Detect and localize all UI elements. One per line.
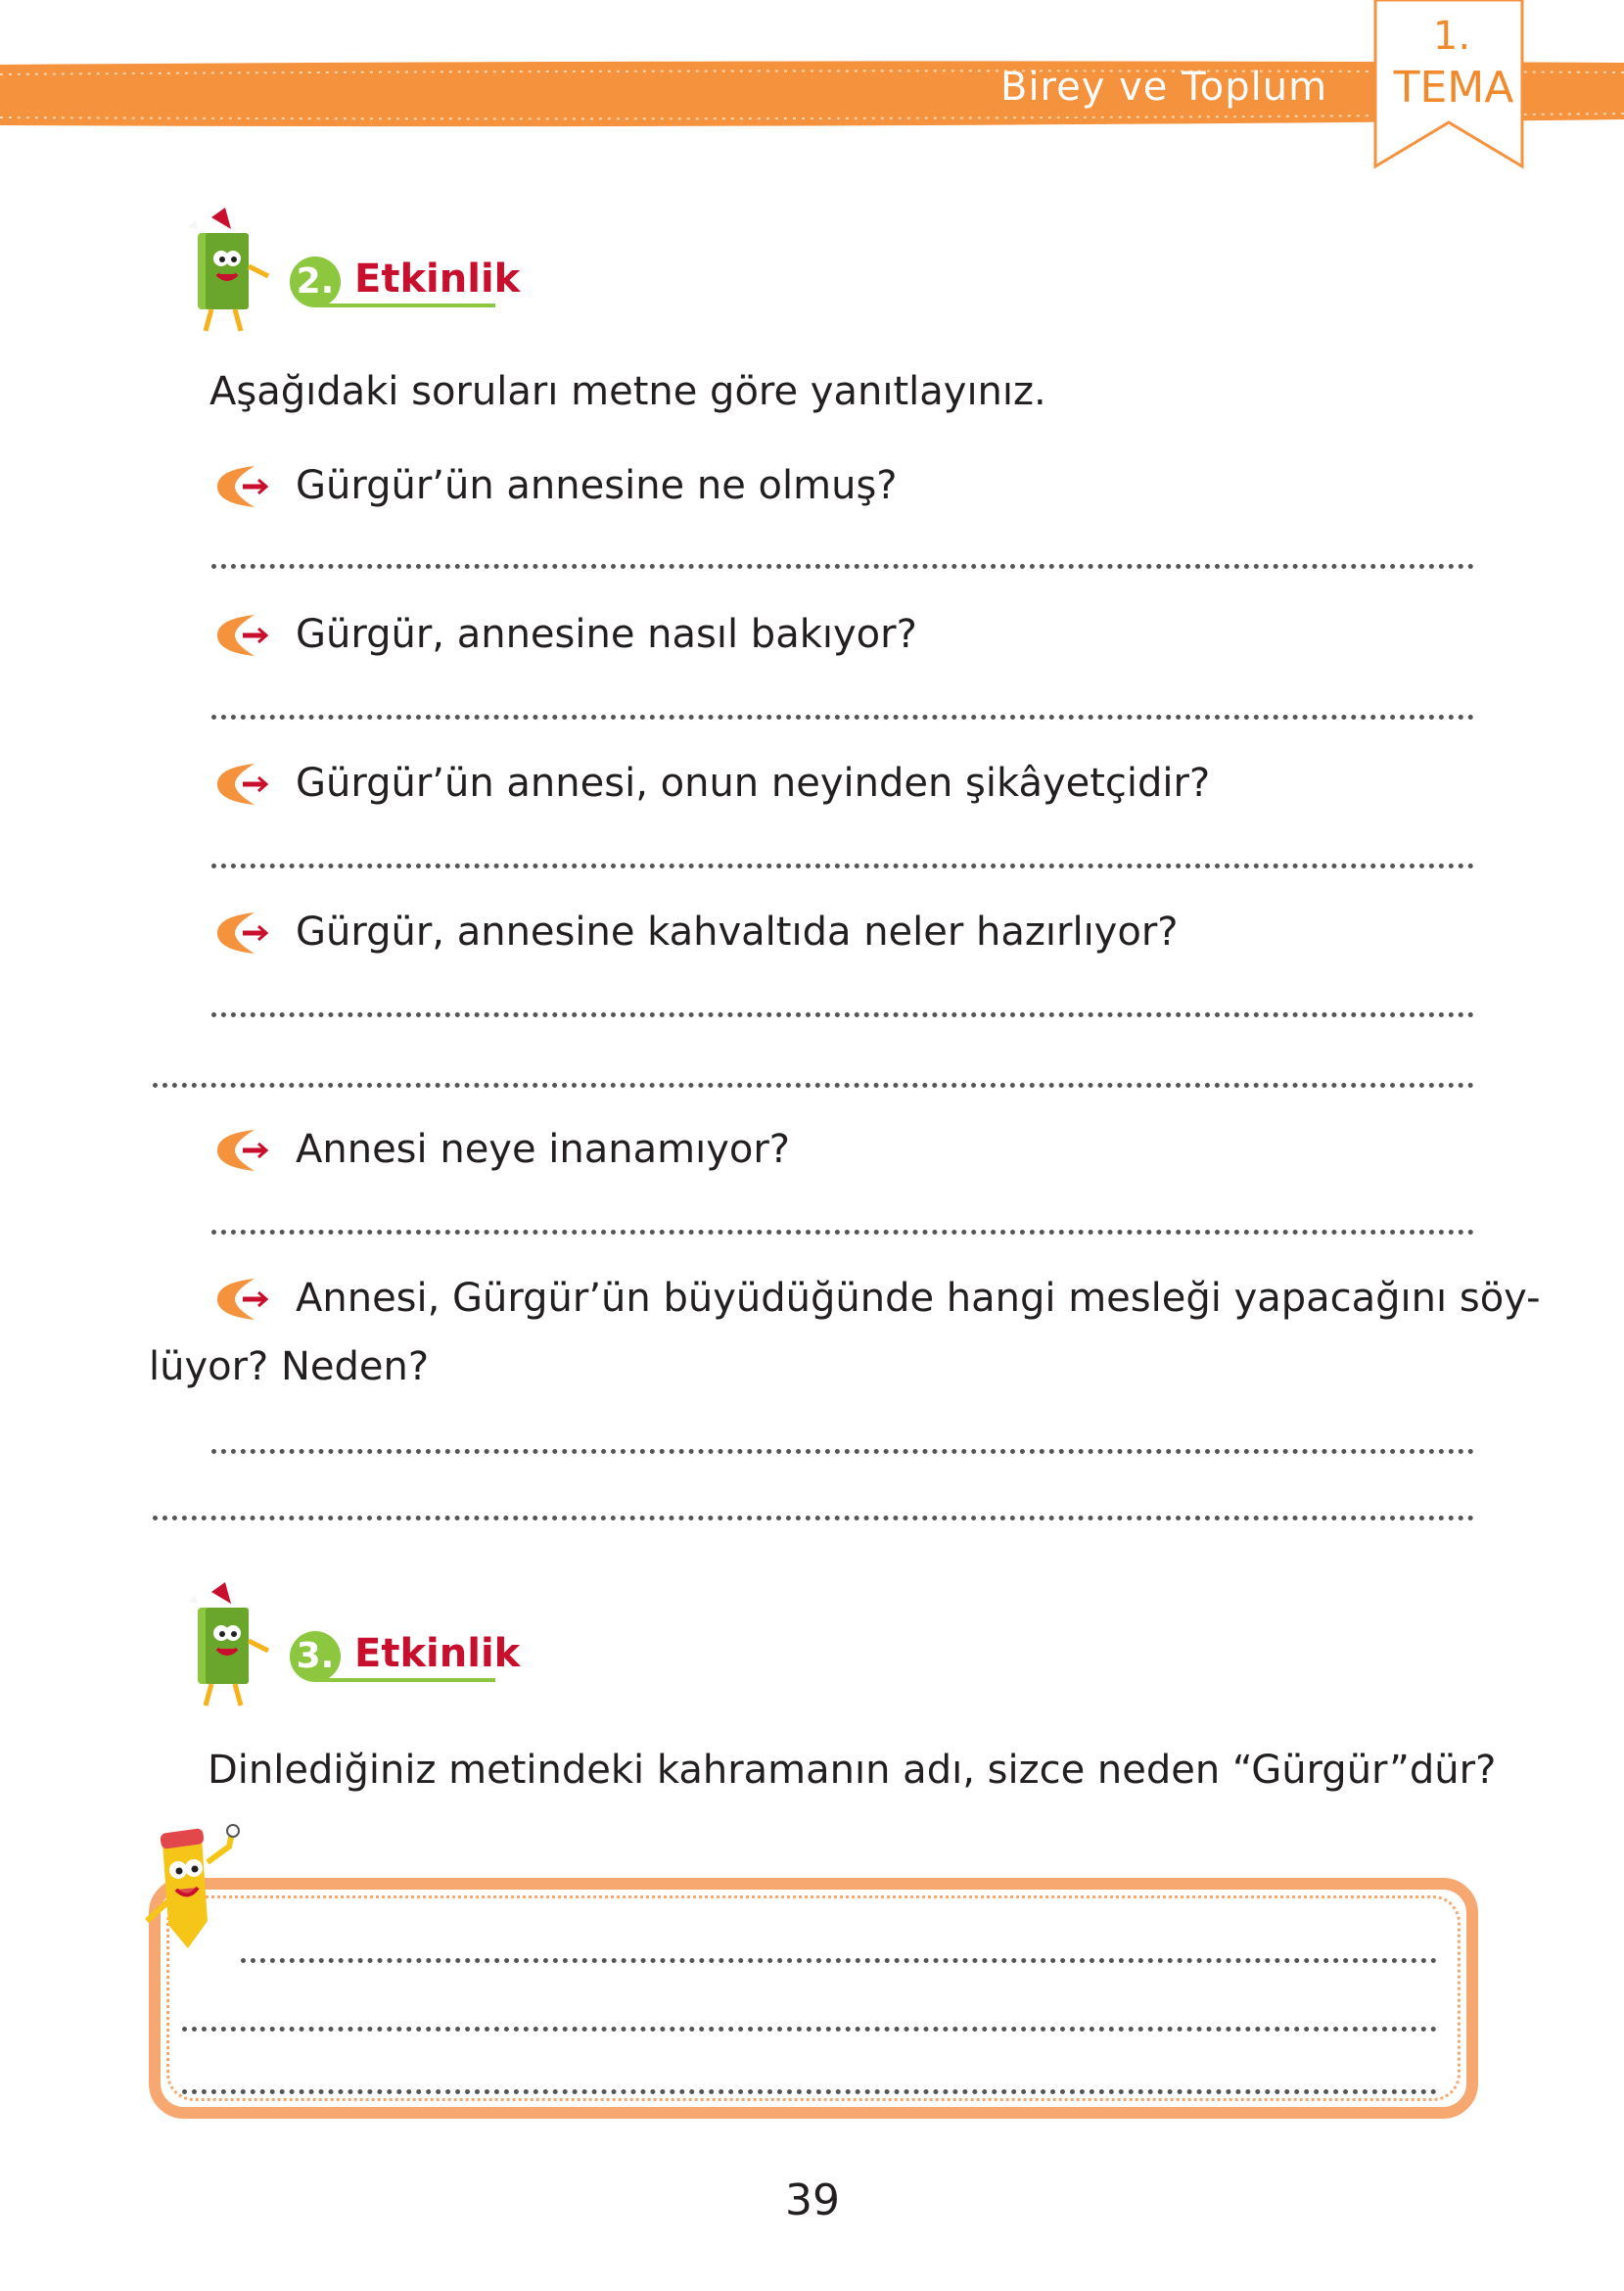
flame-arrow-icon bbox=[208, 1269, 268, 1330]
question-6-line-2: lüyor? Neden? bbox=[149, 1344, 430, 1389]
flame-arrow-icon bbox=[208, 754, 268, 815]
answer-line-4b[interactable] bbox=[153, 1083, 1474, 1088]
book-mascot-icon bbox=[176, 1582, 270, 1709]
tema-number: 1. bbox=[1432, 14, 1471, 59]
question-1: Gürgür’ün annesine ne olmuş? bbox=[296, 463, 898, 508]
answer-line-1[interactable] bbox=[211, 564, 1474, 569]
box-answer-line-2[interactable] bbox=[182, 2027, 1437, 2032]
question-2: Gürgür, annesine nasıl bakıyor? bbox=[296, 612, 917, 657]
box-answer-line-1[interactable] bbox=[241, 1958, 1437, 1963]
question-5: Annesi neye inanamıyor? bbox=[296, 1127, 791, 1172]
tema-label: TEMA bbox=[1393, 63, 1514, 113]
answer-line-6a[interactable] bbox=[211, 1449, 1474, 1454]
pencil-mascot-icon bbox=[133, 1823, 241, 1950]
box-answer-line-3[interactable] bbox=[182, 2089, 1437, 2094]
activity-underline bbox=[313, 1678, 495, 1682]
flame-arrow-icon bbox=[208, 903, 268, 963]
question-4: Gürgür, annesine kahvaltıda neler hazırlıyor? bbox=[296, 910, 1179, 955]
answer-box-border bbox=[166, 1895, 1461, 2101]
flame-arrow-icon bbox=[208, 456, 268, 517]
answer-line-4a[interactable] bbox=[211, 1012, 1474, 1017]
unit-title: Birey ve Toplum bbox=[1000, 65, 1328, 110]
activity-number: 3. bbox=[290, 1631, 341, 1682]
question-6-line-1: Annesi, Gürgür’ün büyüdüğünde hangi mesleği yapacağını söy- bbox=[296, 1276, 1541, 1321]
activity3-question: Dinlediğiniz metindeki kahramanın adı, sizce neden “Gürgür”dür? bbox=[208, 1748, 1497, 1793]
instruction-text: Aşağıdaki soruları metne göre yanıtlayınız. bbox=[209, 369, 1046, 414]
answer-line-5[interactable] bbox=[211, 1230, 1474, 1235]
flame-arrow-icon bbox=[208, 1120, 268, 1181]
answer-line-3[interactable] bbox=[211, 864, 1474, 868]
activity-title: Etkinlik bbox=[354, 1631, 521, 1676]
activity-title: Etkinlik bbox=[354, 257, 521, 302]
book-mascot-icon bbox=[176, 208, 270, 335]
activity-number: 2. bbox=[290, 257, 341, 307]
question-3: Gürgür’ün annesi, onun neyinden şikâyetçidir? bbox=[296, 761, 1211, 806]
answer-line-2[interactable] bbox=[211, 715, 1474, 720]
answer-line-6b[interactable] bbox=[153, 1516, 1474, 1520]
answer-box bbox=[149, 1878, 1478, 2119]
page-number: 39 bbox=[785, 2175, 840, 2225]
activity-underline bbox=[313, 304, 495, 307]
flame-arrow-icon bbox=[208, 605, 268, 666]
